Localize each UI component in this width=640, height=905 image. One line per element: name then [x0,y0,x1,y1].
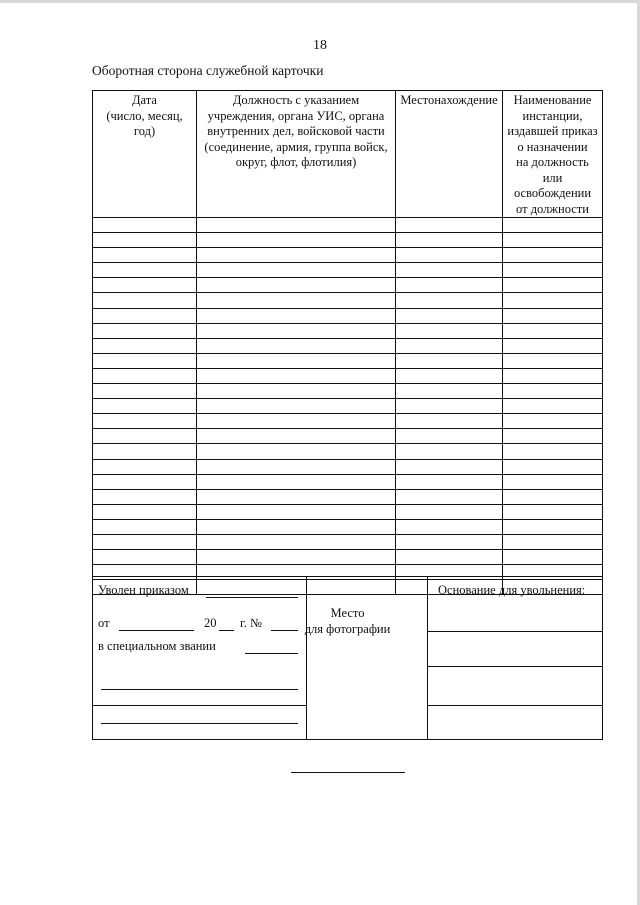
table-row [93,504,603,519]
record-cell[interactable] [396,308,503,323]
table-header-row [93,91,603,218]
record-cell[interactable] [396,399,503,414]
record-cell[interactable] [197,293,396,308]
service-record-table [92,90,603,595]
order-number-label: г. № [240,616,262,630]
record-cell[interactable] [197,550,396,565]
record-cell[interactable] [396,263,503,278]
record-cell[interactable] [197,444,396,459]
record-cell[interactable] [93,308,197,323]
record-cell[interactable] [396,233,503,248]
record-cell[interactable] [93,534,197,549]
record-cell[interactable] [503,399,603,414]
table-row [93,550,603,565]
table-row [93,459,603,474]
record-cell[interactable] [93,399,197,414]
record-cell[interactable] [396,504,503,519]
header-authority-line: инстанции, [522,108,583,123]
record-rows [93,218,603,595]
record-cell[interactable] [93,248,197,263]
header-position-line: Должность с указанием [232,93,360,107]
footer-separator [291,772,405,773]
header-authority-line: от должности [516,201,589,216]
record-cell[interactable] [197,504,396,519]
header-position [197,91,396,218]
record-cell[interactable] [93,263,197,278]
record-cell[interactable] [93,384,197,399]
basis-line[interactable] [428,666,602,667]
order-number-field[interactable] [206,597,298,598]
record-cell[interactable] [503,550,603,565]
record-cell[interactable] [503,429,603,444]
record-cell[interactable] [93,414,197,429]
record-cell[interactable] [93,444,197,459]
record-cell[interactable] [503,263,603,278]
order-year-label: 20 [204,616,217,630]
record-cell[interactable] [503,444,603,459]
table-row [93,489,603,504]
basis-line[interactable] [428,705,602,706]
table-row [93,384,603,399]
record-cell[interactable] [197,519,396,534]
dismissal-basis-label: Основание для увольнения: [438,583,586,597]
table-row [93,263,603,278]
record-cell[interactable] [396,323,503,338]
header-authority-line: освобождении [513,186,592,200]
table-row [93,444,603,459]
page-number: 18 [313,38,327,53]
record-cell[interactable] [197,534,396,549]
photo-label-line: для фотографии [304,621,391,636]
header-date-line: (число, месяц, [106,108,183,123]
photo-label-line: Место [330,605,365,620]
record-cell[interactable] [93,519,197,534]
table-row [93,233,603,248]
header-date [93,91,197,218]
order-from-label: от [98,616,110,630]
record-cell[interactable] [93,459,197,474]
special-rank-field[interactable] [245,653,298,654]
header-authority-line: издавшей приказ [507,124,598,138]
header-authority-line: о назначении [517,139,588,154]
record-cell[interactable] [396,550,503,565]
record-cell[interactable] [197,399,396,414]
record-cell[interactable] [396,338,503,353]
record-cell[interactable] [396,414,503,429]
header-position-line: учреждения, органа УИС, органа [207,108,385,123]
extra-line[interactable] [101,723,298,724]
record-cell[interactable] [197,338,396,353]
header-authority-line: на должность [516,155,589,169]
table-row [93,429,603,444]
dismissal-order-block [93,577,307,740]
record-cell[interactable] [93,218,197,233]
header-date-line: Дата [132,93,157,107]
record-cell[interactable] [197,353,396,368]
record-cell[interactable] [197,248,396,263]
record-cell[interactable] [503,353,603,368]
record-cell[interactable] [396,368,503,383]
record-cell[interactable] [396,429,503,444]
record-cell[interactable] [396,444,503,459]
record-cell[interactable] [93,429,197,444]
table-row [93,368,603,383]
table-row [93,399,603,414]
record-cell[interactable] [396,218,503,233]
header-location-line: Местонахождение [400,93,498,107]
record-cell[interactable] [93,550,197,565]
record-cell[interactable] [396,459,503,474]
table-row [93,534,603,549]
record-cell[interactable] [503,414,603,429]
record-cell[interactable] [503,233,603,248]
record-cell[interactable] [197,489,396,504]
record-cell[interactable] [396,384,503,399]
record-cell[interactable] [503,218,603,233]
photo-placeholder [304,577,428,740]
record-cell[interactable] [503,474,603,489]
dismissal-section [92,576,603,740]
record-cell[interactable] [503,278,603,293]
record-cell[interactable] [197,474,396,489]
record-cell[interactable] [197,218,396,233]
rank-continuation-line[interactable] [101,689,298,690]
table-row [93,414,603,429]
table-row [93,323,603,338]
record-cell[interactable] [197,278,396,293]
record-cell[interactable] [197,308,396,323]
table-row [93,353,603,368]
header-position-line: (соединение, армия, группа войск, [204,139,388,154]
table-row [93,248,603,263]
record-cell[interactable] [396,534,503,549]
record-cell[interactable] [93,368,197,383]
record-cell[interactable] [93,353,197,368]
record-cell[interactable] [503,308,603,323]
record-cell[interactable] [503,323,603,338]
table-row [93,519,603,534]
record-cell[interactable] [503,248,603,263]
record-cell[interactable] [197,429,396,444]
table-row [93,338,603,353]
header-issuing-authority [503,91,603,218]
record-cell[interactable] [93,504,197,519]
table-row [93,218,603,233]
record-cell[interactable] [93,489,197,504]
record-cell[interactable] [93,233,197,248]
record-cell[interactable] [197,233,396,248]
table-row [93,278,603,293]
header-date-line: год) [133,124,156,138]
record-cell[interactable] [396,293,503,308]
dismissal-basis-block [428,577,603,740]
header-position-line: округ, флот, флотилия) [235,155,357,169]
record-cell[interactable] [396,489,503,504]
record-cell[interactable] [197,368,396,383]
record-cell[interactable] [93,338,197,353]
record-cell[interactable] [503,459,603,474]
record-cell[interactable] [503,338,603,353]
header-authority-line: или [542,170,563,185]
record-cell[interactable] [503,534,603,549]
record-cell[interactable] [396,278,503,293]
record-cell[interactable] [396,474,503,489]
record-cell[interactable] [503,368,603,383]
record-cell[interactable] [396,353,503,368]
record-cell[interactable] [503,489,603,504]
page-edge-top [0,0,640,3]
special-rank-label: в специальном звании [98,639,216,653]
section-divider [93,705,306,706]
document-title: Оборотная сторона служебной карточки [92,63,324,78]
header-position-line: внутренних дел, войсковой части [207,124,385,138]
header-authority-line: Наименование [513,93,592,107]
record-cell[interactable] [197,384,396,399]
table-row [93,474,603,489]
record-cell[interactable] [93,474,197,489]
record-cell[interactable] [503,519,603,534]
table-row [93,308,603,323]
record-cell[interactable] [396,519,503,534]
record-cell[interactable] [93,293,197,308]
record-cell[interactable] [93,278,197,293]
record-cell[interactable] [396,248,503,263]
record-cell[interactable] [197,323,396,338]
record-cell[interactable] [503,293,603,308]
record-cell[interactable] [503,384,603,399]
dismissal-order-label: Уволен приказом [98,583,189,597]
record-cell[interactable] [503,504,603,519]
table-row [93,293,603,308]
record-cell[interactable] [197,263,396,278]
header-location [396,91,503,218]
record-cell[interactable] [93,323,197,338]
basis-line[interactable] [428,631,602,632]
record-cell[interactable] [197,414,396,429]
record-cell[interactable] [197,459,396,474]
